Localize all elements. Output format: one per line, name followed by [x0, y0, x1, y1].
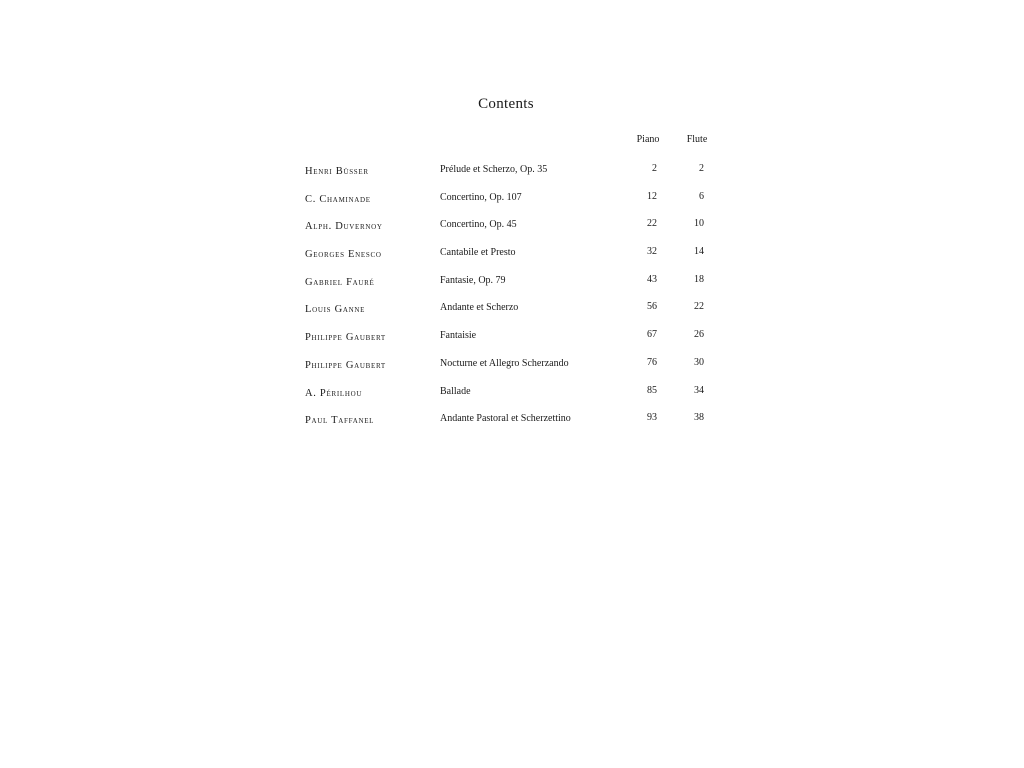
piano-page-number: 43 [647, 273, 657, 285]
list-item [0, 188, 1024, 216]
piano-page-number: 76 [647, 356, 657, 368]
work-title: Concertino, Op. 107 [440, 191, 522, 203]
flute-page-number: 26 [694, 329, 704, 341]
composer-name: Gabriel Fauré [305, 276, 375, 288]
flute-page-number: 34 [694, 384, 704, 396]
piano-page-number: 93 [647, 412, 657, 424]
piano-page-number: 2 [652, 163, 657, 174]
flute-page-number: 6 [699, 190, 704, 202]
work-title: Ballade [440, 385, 471, 397]
list-item [0, 271, 1024, 299]
list-item [0, 160, 1024, 188]
list-item [0, 382, 1024, 410]
list-item [0, 409, 1024, 437]
piano-page-number: 12 [647, 190, 657, 202]
composer-name: Alph. Duvernoy [305, 221, 383, 233]
piano-page-number: 22 [647, 218, 657, 230]
flute-page-number: 2 [699, 163, 704, 174]
list-item [0, 354, 1024, 382]
work-title: Prélude et Scherzo, Op. 35 [440, 164, 548, 175]
work-title: Fantasie, Op. 79 [440, 274, 506, 286]
work-title: Nocturne et Allegro Scherzando [440, 357, 569, 369]
contents-list [0, 160, 1024, 437]
page-title: Contents [478, 96, 534, 112]
flute-page-number: 10 [694, 218, 704, 230]
flute-page-number: 14 [694, 246, 704, 258]
composer-name: A. Périlhou [305, 387, 363, 399]
flute-page-number: 22 [694, 301, 704, 313]
piano-page-number: 32 [647, 246, 657, 258]
piano-page-number: 67 [647, 329, 657, 341]
flute-page-number: 18 [694, 273, 704, 285]
list-item [0, 326, 1024, 354]
composer-name: Henri Büsser [305, 166, 369, 177]
composer-name: C. Chaminade [305, 193, 371, 205]
piano-page-number: 85 [647, 384, 657, 396]
piano-page-number: 56 [647, 301, 657, 313]
work-title: Cantabile et Presto [440, 247, 516, 259]
column-header-piano: Piano [636, 134, 660, 145]
composer-name: Philippe Gaubert [305, 332, 386, 344]
composer-name: Philippe Gaubert [305, 359, 386, 371]
list-item [0, 298, 1024, 326]
flute-page-number: 38 [694, 412, 704, 424]
work-title: Fantaisie [440, 330, 477, 342]
work-title: Andante et Scherzo [440, 302, 519, 314]
composer-name: Georges Enesco [305, 249, 382, 261]
composer-name: Louis Ganne [305, 304, 366, 316]
work-title: Andante Pastoral et Scherzettino [440, 413, 571, 425]
work-title: Concertino, Op. 45 [440, 219, 517, 231]
composer-name: Paul Taffanel [305, 415, 375, 427]
list-item [0, 215, 1024, 243]
column-header-flute: Flute [686, 134, 708, 145]
flute-page-number: 30 [694, 356, 704, 368]
list-item [0, 243, 1024, 271]
